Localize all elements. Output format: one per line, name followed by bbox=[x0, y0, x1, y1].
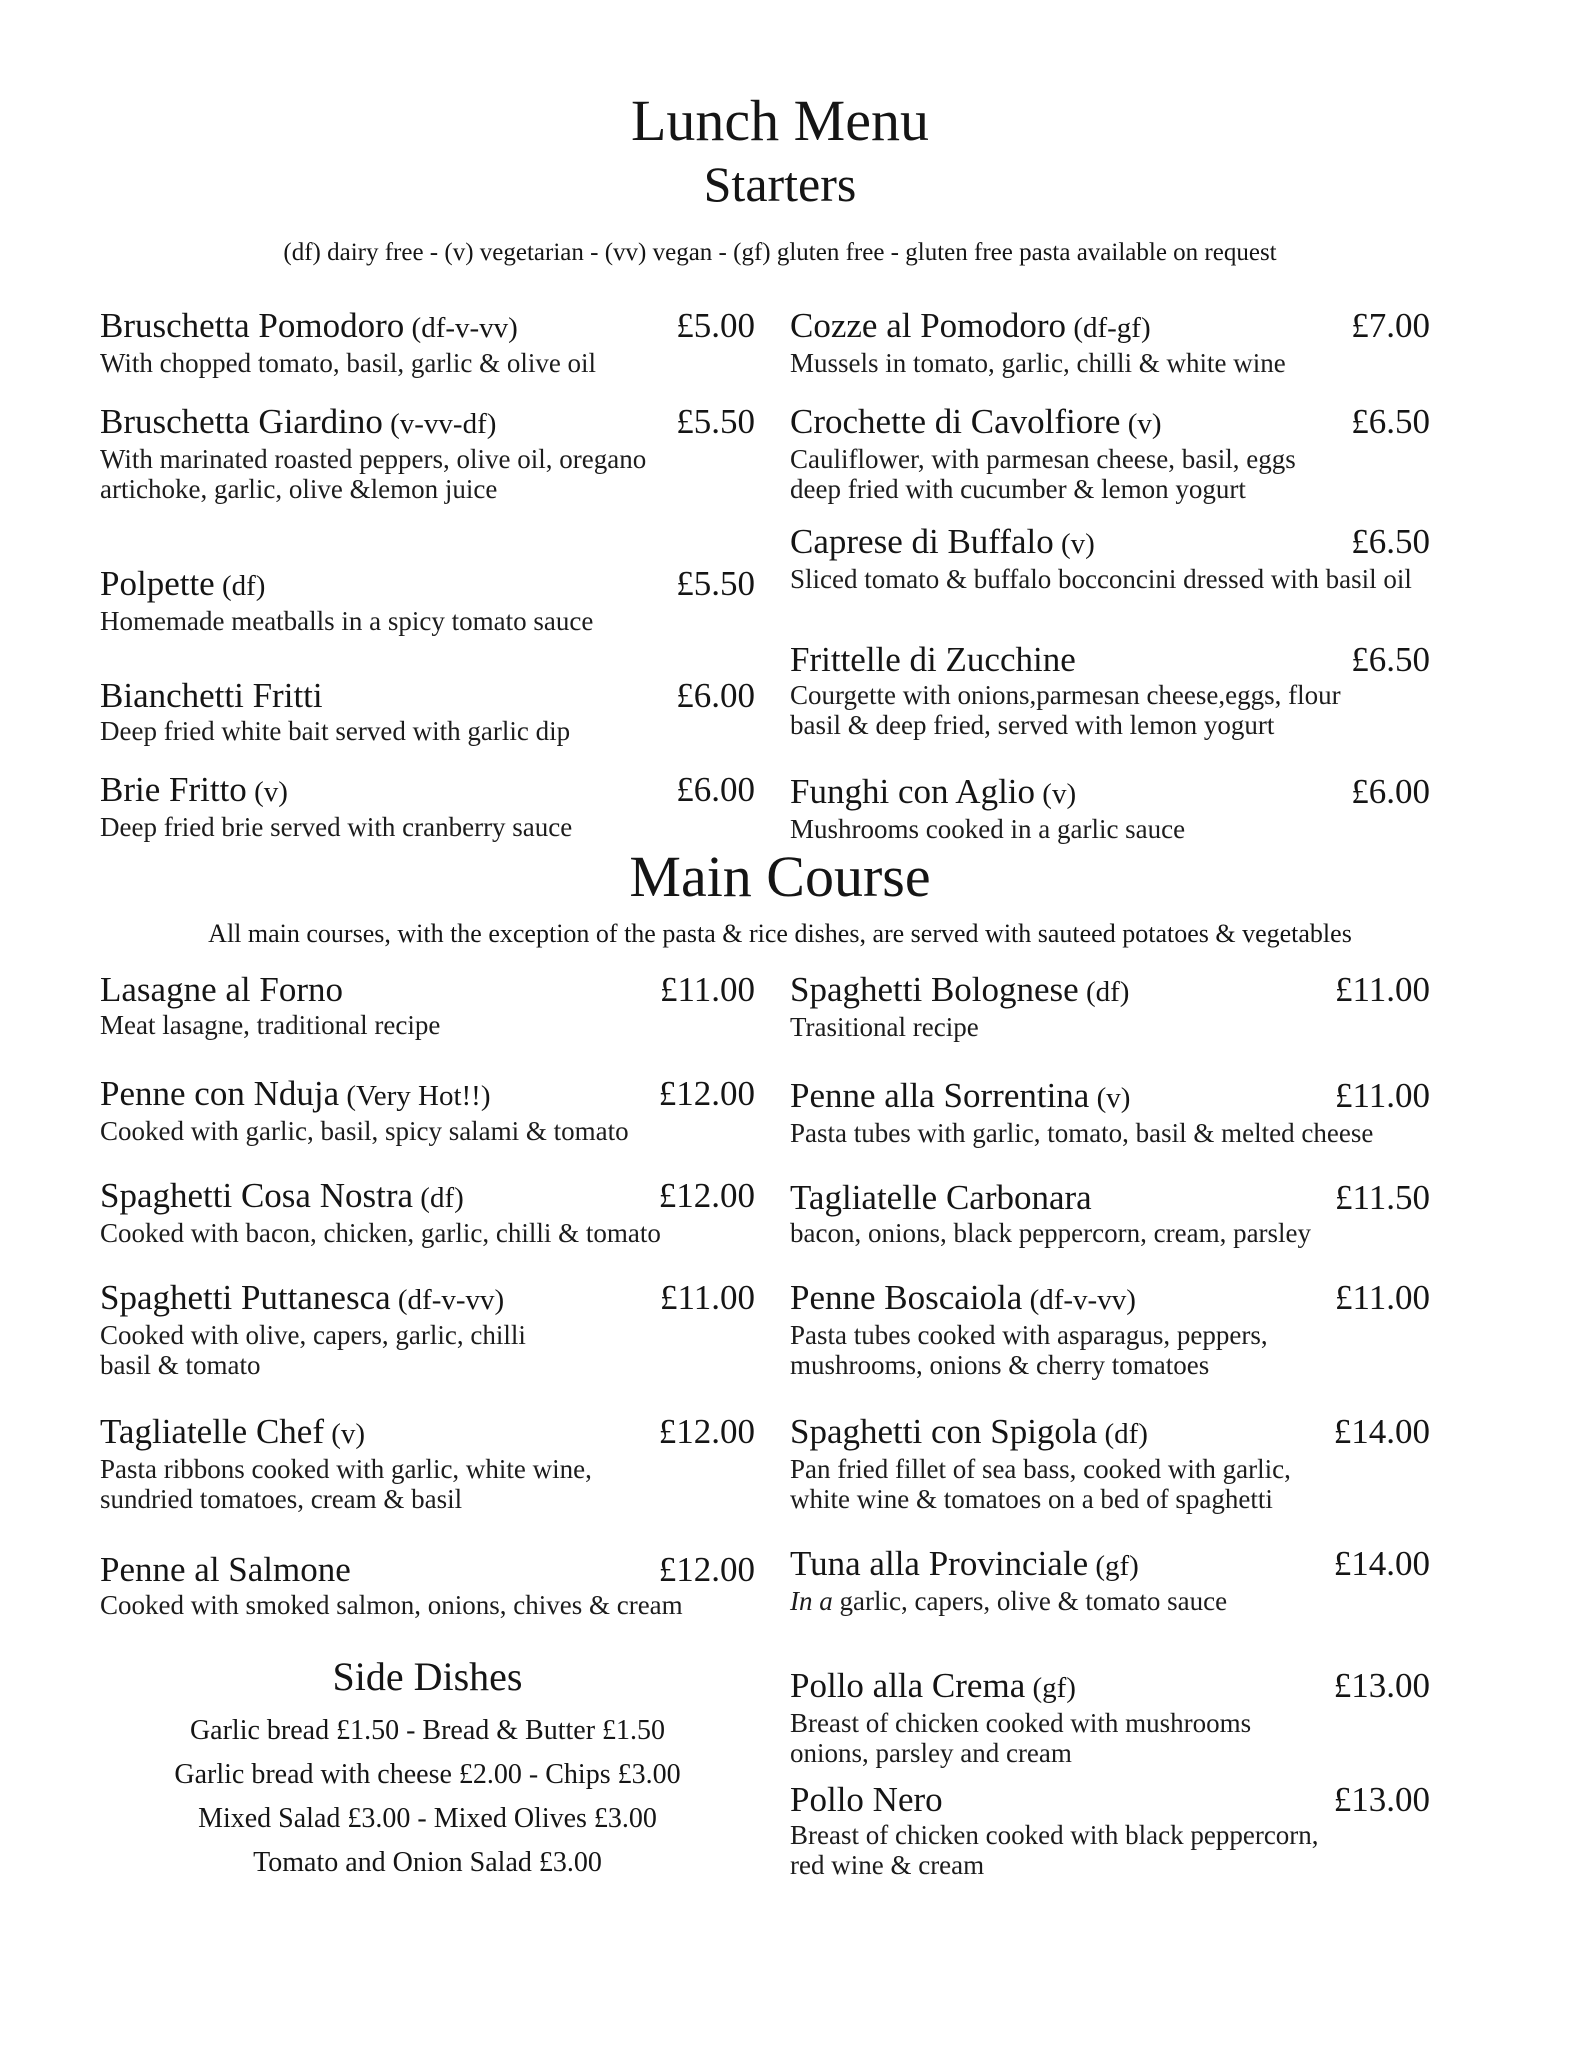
menu-item-header bbox=[100, 1278, 755, 1320]
menu-item bbox=[100, 1176, 755, 1248]
menu-item-description-line: In a garlic, capers, olive & tomato sauce bbox=[790, 1585, 1228, 1616]
menu-item bbox=[790, 1412, 1430, 1514]
starters-columns bbox=[100, 306, 1460, 844]
menu-item-price: £11.00 bbox=[660, 1277, 755, 1317]
menu-item-description bbox=[790, 1708, 1430, 1768]
menu-item-description-line: onions, parsley and cream bbox=[790, 1737, 1072, 1768]
menu-item-description-line: basil & deep fried, served with lemon yogurt bbox=[790, 709, 1275, 740]
menu-item-price: £12.00 bbox=[658, 1549, 755, 1589]
menu-item-name: Penne con Nduja (Very Hot!!) bbox=[100, 1073, 491, 1113]
page-title: Lunch Menu bbox=[631, 88, 929, 153]
menu-item-header bbox=[790, 1178, 1430, 1218]
menu-item-description-line: deep fried with cucumber & lemon yogurt bbox=[790, 473, 1246, 504]
menu-item-header bbox=[100, 1176, 755, 1218]
menu-item-description-line: Homemade meatballs in a spicy tomato sauce bbox=[100, 605, 594, 636]
menu-item-description-line: Breast of chicken cooked with mushrooms bbox=[790, 1707, 1252, 1738]
menu-item bbox=[790, 1544, 1430, 1616]
menu-item-name: Frittelle di Zucchine bbox=[790, 639, 1076, 679]
menu-item-price: £7.00 bbox=[1351, 305, 1430, 345]
menu-item-description bbox=[100, 1590, 755, 1620]
menu-item-header bbox=[790, 306, 1430, 348]
menu-item-price: £11.00 bbox=[1335, 1075, 1430, 1115]
menu-item-name: Tagliatelle Chef (v) bbox=[100, 1411, 366, 1451]
menu-item-description-line: Meat lasagne, traditional recipe bbox=[100, 1009, 441, 1040]
side-dish-line: Garlic bread with cheese £2.00 - Chips £3.00 bbox=[174, 1758, 681, 1790]
menu-item-description-line: Deep fried brie served with cranberry sauce bbox=[100, 811, 573, 842]
menu-item-name: Penne alla Sorrentina (v) bbox=[790, 1075, 1131, 1115]
menu-item-description-line: Deep fried white bait served with garlic dip bbox=[100, 715, 571, 746]
menu-item-price: £11.50 bbox=[1335, 1177, 1430, 1217]
menu-item-header bbox=[790, 772, 1430, 814]
menu-item-description-line: artichoke, garlic, olive &lemon juice bbox=[100, 473, 498, 504]
menu-item-description bbox=[790, 1586, 1430, 1616]
menu-item-name: Tuna alla Provinciale (gf) bbox=[790, 1543, 1139, 1583]
menu-item-description bbox=[100, 1320, 755, 1380]
menu-item-description bbox=[790, 680, 1430, 740]
menu-item-price: £6.00 bbox=[676, 675, 755, 715]
menu-item-description bbox=[100, 1010, 755, 1040]
menu-item-price: £12.00 bbox=[658, 1073, 755, 1113]
menu-item-price: £11.00 bbox=[1335, 969, 1430, 1009]
menu-item-description bbox=[790, 564, 1430, 594]
menu-item-description bbox=[100, 1116, 755, 1146]
menu-item-header bbox=[790, 1278, 1430, 1320]
menu-item-name: Spaghetti Bolognese (df) bbox=[790, 969, 1130, 1009]
menu-item-description bbox=[100, 1454, 755, 1514]
menu-item-description-line: basil & tomato bbox=[100, 1349, 261, 1380]
menu-item bbox=[100, 770, 755, 842]
menu-item-price: £13.00 bbox=[1333, 1779, 1430, 1819]
menu-item-header bbox=[790, 1544, 1430, 1586]
menu-item-description-line: Pasta tubes with garlic, tomato, basil & melted cheese bbox=[790, 1117, 1374, 1148]
menu-item-description-line: red wine & cream bbox=[790, 1849, 985, 1880]
dietary-legend: (df) dairy free - (v) vegetarian - (vv) vegan - (gf) gluten free - gluten free pasta available on request bbox=[283, 238, 1277, 266]
menu-item-description-line: Cooked with olive, capers, garlic, chilli bbox=[100, 1319, 526, 1350]
menu-item-description-line: mushrooms, onions & cherry tomatoes bbox=[790, 1349, 1210, 1380]
menu-item-description bbox=[790, 348, 1430, 378]
menu-item-price: £6.00 bbox=[676, 769, 755, 809]
menu-item-price: £14.00 bbox=[1333, 1411, 1430, 1451]
menu-item-header bbox=[100, 770, 755, 812]
menu-item-name: Spaghetti con Spigola (df) bbox=[790, 1411, 1148, 1451]
side-dish-line: Tomato and Onion Salad £3.00 bbox=[253, 1846, 602, 1878]
menu-item-description bbox=[790, 1012, 1430, 1042]
starters-section-heading: Starters bbox=[703, 155, 857, 212]
menu-item-price: £14.00 bbox=[1333, 1543, 1430, 1583]
menu-item-name: Bruschetta Giardino (v-vv-df) bbox=[100, 401, 497, 441]
main-right-column bbox=[790, 970, 1430, 1885]
menu-item-description bbox=[790, 1118, 1430, 1148]
menu-item-name: Polpette (df) bbox=[100, 563, 266, 603]
menu-item-description-line: Trasitional recipe bbox=[790, 1011, 979, 1042]
menu-item-description bbox=[790, 1454, 1430, 1514]
menu-item-header bbox=[790, 522, 1430, 564]
menu-item-description bbox=[100, 348, 755, 378]
menu-item-price: £13.00 bbox=[1333, 1665, 1430, 1705]
menu-item-price: £11.00 bbox=[1335, 1277, 1430, 1317]
menu-item-description bbox=[100, 606, 755, 636]
main-course-columns bbox=[100, 970, 1460, 1885]
menu-item bbox=[100, 564, 755, 636]
starters-left-column bbox=[100, 306, 755, 844]
side-dishes-heading: Side Dishes bbox=[332, 1653, 523, 1699]
menu-item bbox=[790, 1178, 1430, 1248]
menu-item bbox=[790, 402, 1430, 504]
menu-item-name: Spaghetti Cosa Nostra (df) bbox=[100, 1175, 464, 1215]
menu-item-name: Bruschetta Pomodoro (df-v-vv) bbox=[100, 305, 518, 345]
side-dishes-section bbox=[100, 1654, 755, 1885]
menu-item-name: Funghi con Aglio (v) bbox=[790, 771, 1077, 811]
menu-item bbox=[100, 970, 755, 1040]
menu-item-description bbox=[100, 716, 755, 746]
menu-item-description-line: Cooked with smoked salmon, onions, chives & cream bbox=[100, 1589, 683, 1620]
side-dishes-list bbox=[100, 1709, 755, 1885]
menu-header bbox=[100, 88, 1460, 268]
menu-item-description-line: Cooked with bacon, chicken, garlic, chilli & tomato bbox=[100, 1217, 661, 1248]
menu-item-header bbox=[100, 970, 755, 1010]
menu-item-description-line: bacon, onions, black peppercorn, cream, parsley bbox=[790, 1217, 1312, 1248]
menu-item-name: Pollo Nero bbox=[790, 1779, 943, 1819]
menu-item-description-line: Pan fried fillet of sea bass, cooked with garlic, bbox=[790, 1453, 1291, 1484]
menu-item-header bbox=[100, 402, 755, 444]
menu-item-description-line: Pasta ribbons cooked with garlic, white wine, bbox=[100, 1453, 592, 1484]
menu-item-description bbox=[100, 1218, 755, 1248]
menu-item bbox=[790, 1780, 1430, 1880]
menu-item-price: £11.00 bbox=[660, 969, 755, 1009]
menu-item-description-line: Sliced tomato & buffalo bocconcini dressed with basil oil bbox=[790, 563, 1412, 594]
menu-item-price: £12.00 bbox=[658, 1411, 755, 1451]
menu-item bbox=[790, 1278, 1430, 1380]
menu-item-name: Caprese di Buffalo (v) bbox=[790, 521, 1095, 561]
menu-item-name: Cozze al Pomodoro (df-gf) bbox=[790, 305, 1151, 345]
menu-item-description-line: With chopped tomato, basil, garlic & olive oil bbox=[100, 347, 597, 378]
main-course-section-heading: Main Course bbox=[629, 843, 931, 909]
menu-item bbox=[100, 1278, 755, 1380]
menu-item-name: Penne Boscaiola (df-v-vv) bbox=[790, 1277, 1136, 1317]
menu-item-name: Brie Fritto (v) bbox=[100, 769, 288, 809]
menu-item-header bbox=[100, 676, 755, 716]
main-course-header bbox=[100, 844, 1460, 950]
side-dish-line: Mixed Salad £3.00 - Mixed Olives £3.00 bbox=[198, 1802, 657, 1834]
menu-item-description bbox=[790, 1218, 1430, 1248]
menu-item bbox=[100, 676, 755, 746]
menu-item-header bbox=[790, 402, 1430, 444]
menu-item-price: £6.00 bbox=[1351, 771, 1430, 811]
menu-item-description-line: Breast of chicken cooked with black peppercorn, bbox=[790, 1819, 1319, 1850]
menu-item-description-line: white wine & tomatoes on a bed of spaghetti bbox=[790, 1483, 1273, 1514]
menu-item-price: £6.50 bbox=[1351, 639, 1430, 679]
menu-item bbox=[790, 522, 1430, 594]
side-dish-line: Garlic bread £1.50 - Bread & Butter £1.50 bbox=[189, 1714, 666, 1746]
menu-item-price: £6.50 bbox=[1351, 401, 1430, 441]
menu-item bbox=[790, 1076, 1430, 1148]
menu-item bbox=[790, 306, 1430, 378]
menu-item-description bbox=[790, 1820, 1430, 1880]
menu-item-name: Lasagne al Forno bbox=[100, 969, 343, 1009]
menu-item bbox=[790, 772, 1430, 844]
main-left-items bbox=[100, 970, 755, 1620]
menu-item bbox=[100, 402, 755, 504]
menu-item-header bbox=[100, 564, 755, 606]
menu-item-header bbox=[790, 970, 1430, 1012]
menu-item-price: £5.50 bbox=[676, 563, 755, 603]
menu-item-price: £12.00 bbox=[658, 1175, 755, 1215]
menu-item-name: Crochette di Cavolfiore (v) bbox=[790, 401, 1162, 441]
menu-item bbox=[790, 1666, 1430, 1768]
menu-item-header bbox=[790, 1076, 1430, 1118]
menu-item-description bbox=[790, 1320, 1430, 1380]
menu-item-name: Spaghetti Puttanesca (df-v-vv) bbox=[100, 1277, 505, 1317]
menu-item-header bbox=[100, 1412, 755, 1454]
menu-item-price: £5.00 bbox=[676, 305, 755, 345]
menu-item-header bbox=[790, 640, 1430, 680]
starters-right-column bbox=[790, 306, 1430, 844]
main-course-note: All main courses, with the exception of the pasta & rice dishes, are served with sauteed potatoes & vegetables bbox=[208, 919, 1352, 949]
menu-item-description-line: Mussels in tomato, garlic, chilli & white wine bbox=[790, 347, 1286, 378]
menu-item-description-line: Cauliflower, with parmesan cheese, basil, eggs bbox=[790, 443, 1296, 474]
menu-item-name: Pollo alla Crema (gf) bbox=[790, 1665, 1076, 1705]
menu-item-description-line: Pasta tubes cooked with asparagus, peppers, bbox=[790, 1319, 1268, 1350]
menu-item-price: £6.50 bbox=[1351, 521, 1430, 561]
menu-item bbox=[100, 1550, 755, 1620]
menu-item-header bbox=[790, 1412, 1430, 1454]
menu-item-name: Tagliatelle Carbonara bbox=[790, 1177, 1092, 1217]
menu-item bbox=[100, 1412, 755, 1514]
menu-item-header bbox=[100, 1074, 755, 1116]
menu-item-name: Penne al Salmone bbox=[100, 1549, 351, 1589]
menu-item-description bbox=[100, 812, 755, 842]
menu-item bbox=[790, 640, 1430, 740]
menu-item-description bbox=[790, 814, 1430, 844]
menu-item-description bbox=[790, 444, 1430, 504]
menu-item-description-line: With marinated roasted peppers, olive oil, oregano bbox=[100, 443, 647, 474]
menu-item bbox=[100, 306, 755, 378]
menu-item-name: Bianchetti Fritti bbox=[100, 675, 323, 715]
menu-item bbox=[100, 1074, 755, 1146]
menu-item-description-line: sundried tomatoes, cream & basil bbox=[100, 1483, 463, 1514]
menu-item bbox=[790, 970, 1430, 1042]
menu-item-header bbox=[100, 1550, 755, 1590]
menu-item-header bbox=[790, 1666, 1430, 1708]
menu-item-header bbox=[100, 306, 755, 348]
main-left-column bbox=[100, 970, 755, 1885]
menu-item-header bbox=[790, 1780, 1430, 1820]
menu-item-description-line: Mushrooms cooked in a garlic sauce bbox=[790, 813, 1186, 844]
menu-item-description bbox=[100, 444, 755, 504]
menu-item-description-line: Courgette with onions,parmesan cheese,eggs, flour bbox=[790, 679, 1341, 710]
menu-item-price: £5.50 bbox=[676, 401, 755, 441]
menu-item-description-line: Cooked with garlic, basil, spicy salami & tomato bbox=[100, 1115, 629, 1146]
